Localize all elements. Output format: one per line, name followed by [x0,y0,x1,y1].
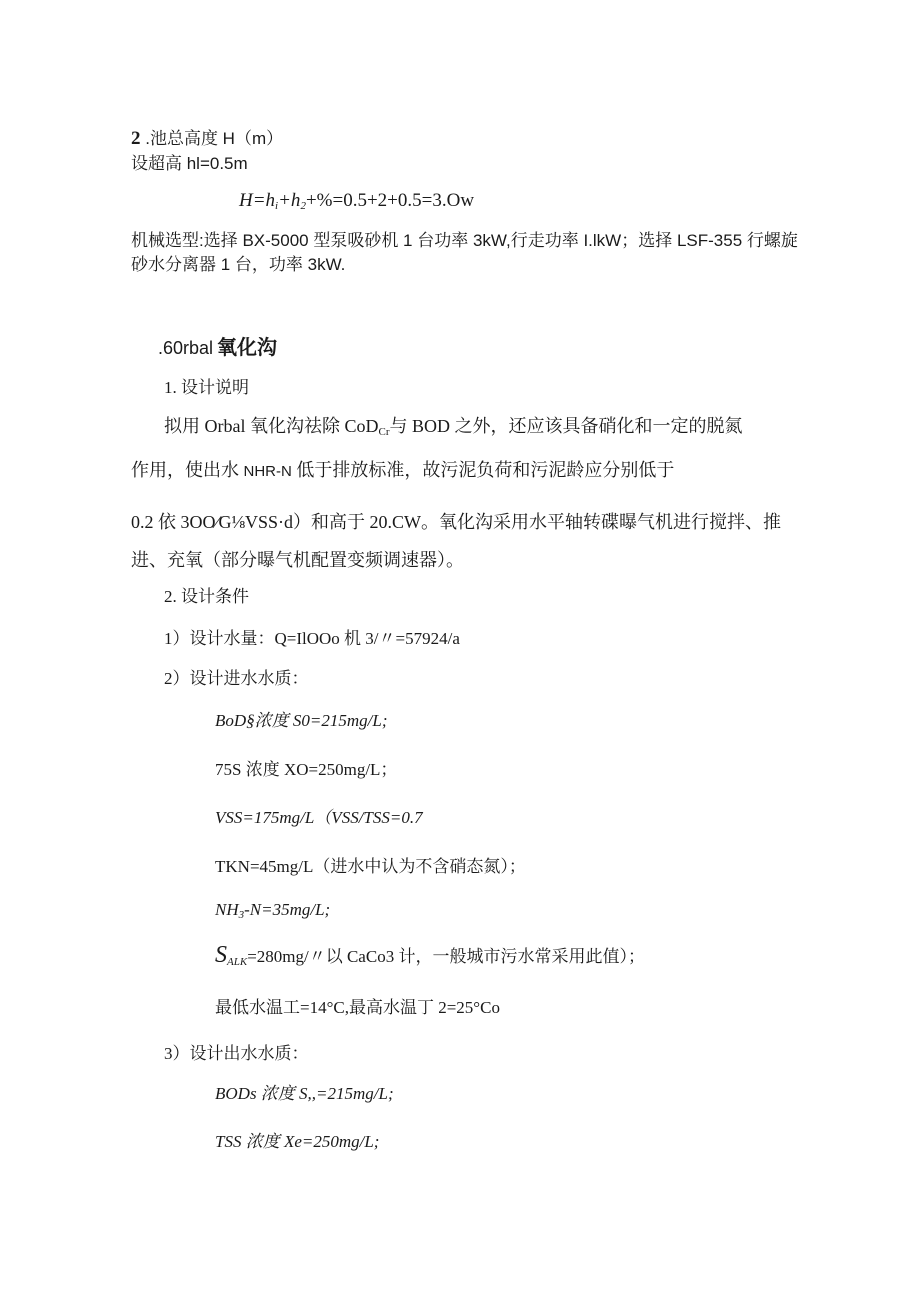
p2-part-c: 低于排放标准，故污泥负荷和污泥龄应分别低于 [291,460,675,480]
nh3-sub: 3 [238,909,245,921]
formula-part-b: +h [278,190,301,211]
effluent-tss: TSS 浓度 Xe=250mg/L; [215,1132,380,1151]
p1-part-b: 与 BOD 之外，还应该具备硝化和一定的脱氮 [389,416,743,436]
paragraph-line-1 [164,412,743,438]
influent-bod: BoD§浓度 S0=215mg/L; [215,711,388,730]
formula-part-c: +%=0.5+2+0.5=3.Ow [305,190,475,211]
influent-tss: 75S 浓度 XO=250mg/L； [215,760,398,779]
formula-sub-2: 2 [300,200,306,212]
heading-text: .池总高度 H（m） [145,129,284,148]
influent-nh3 [215,900,330,921]
condition-effluent: 3）设计出水水质： [164,1044,309,1063]
alk-rest: =280mg/〃以 CaCo3 计，一般城市污水常采用此值）； [247,947,645,966]
influent-vss: VSS=175mg/L（VSS/TSS=0.7 [215,808,423,827]
formula-sub-1: i [275,200,279,212]
nh3-part-a: NH [215,900,239,919]
p1-sub: Cr [378,426,390,438]
paragraph-line-4: 进、充氧（部分曝气机配置变频调速器）。 [131,550,464,570]
height-formula [239,190,474,212]
section-number: .60rbal [158,338,214,358]
heading-number: 2 [131,128,141,149]
super-height-line: 设超高 hl=0.5m [131,154,248,173]
influent-tkn: TKN=45mg/L（进水中认为不含硝态氮）； [215,857,526,876]
condition-flow: 1）设计水量：Q=IlOOo 机 3/〃=57924/a [164,629,460,648]
p2-part-a: 作用，使出水 [131,460,244,480]
p1-part-a: 拟用 Orbal 氧化沟祛除 CoD [164,416,379,436]
machine-selection-line-2: 砂水分离器 1 台，功率 3kW. [131,255,346,274]
paragraph-line-3: 0.2 依 3OO∕G⅛VSS·d）和高于 20.CW。氧化沟采用水平轴转碟曝气机进行搅拌、推 [131,512,782,532]
pool-height-heading [131,124,283,150]
alk-sub: ALK [227,956,248,968]
nh3-part-b: -N=35mg/L; [244,900,331,919]
formula-part-a: H=h [239,190,276,211]
paragraph-line-2 [131,456,674,482]
influent-temperature: 最低水温工=14°C,最高水温丁 2=25°Co [215,998,500,1017]
influent-alkalinity [215,942,645,969]
section-title-text: 氧化沟 [217,337,278,359]
effluent-bod: BODs 浓度 S,,=215mg/L; [215,1084,394,1103]
machine-selection-line-1: 机械选型:选择 BX-5000 型泵吸砂机 1 台功率 3kW,行走功率 I.lkW；选择 LSF-355 行螺旋 [131,231,798,250]
section-title [158,331,277,360]
subsection-design-description: 1. 设计说明 [164,378,249,397]
p2-part-b: NHR-N [243,463,292,480]
alk-symbol: S [215,942,227,968]
subsection-design-conditions: 2. 设计条件 [164,587,249,606]
condition-influent: 2）设计进水水质： [164,669,309,688]
